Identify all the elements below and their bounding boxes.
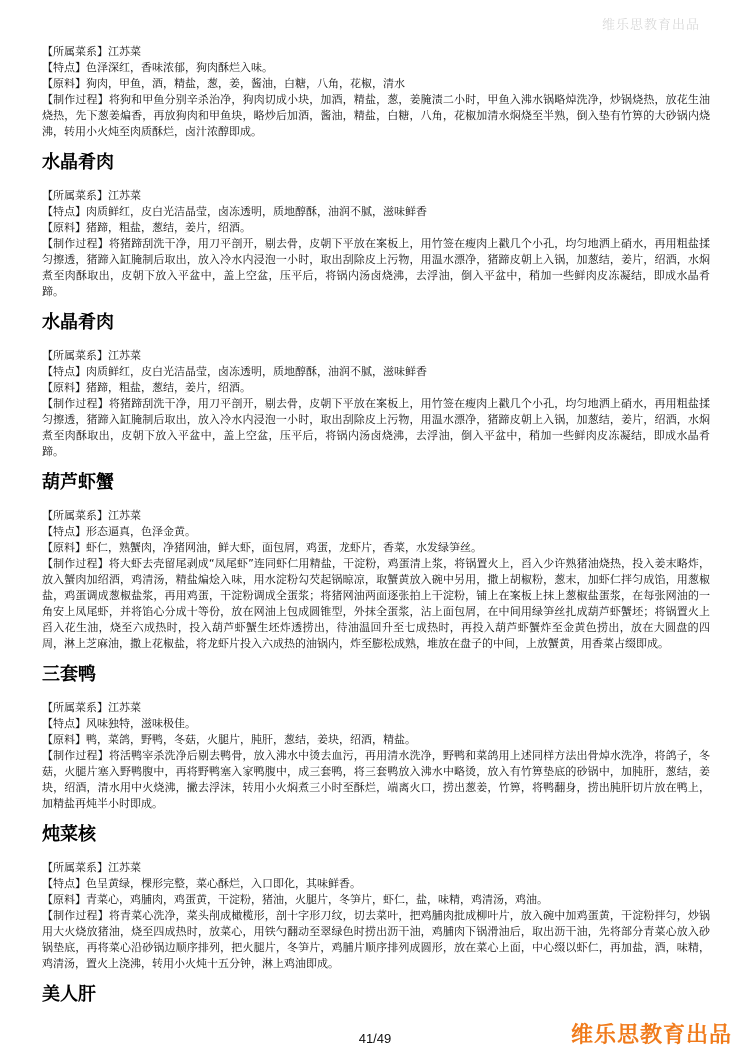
- process-value: 将活鸭宰杀洗净后剔去鸭骨，放入沸水中烫去血污，再用清水洗净，野鸭和菜鸽用上述同样方法出骨焯水洗净，将鸽子，冬菇，火腿片塞入野鸭腹中，再将野鸭塞入家鸭腹中，成三套鸭，将三套鸭放入沸水中略烫，放入有竹箅垫底的砂锅中，加肫肝，葱结，姜块，绍酒，清水用中火烧沸，撇去浮沫，转用小火焖煮三小时至酥烂，端离火口，捞出葱姜，竹箅，将鸭翻身，捞出肫肝切片放在鸭上，加精盐再炖半小时即成。: [42, 749, 711, 810]
- process-value: 将猪蹄刮洗干净，用刀平剖开，剔去骨，皮朝下平放在案板上，用竹签在瘦肉上戳几个小孔，均匀地洒上硝水，再用粗盐揉匀擦透，猪蹄入缸腌制后取出，放入冷水内浸泡一小时，取出刮除皮上污物，用温水漂净，猪蹄皮朝上入锅，加葱结，姜片，绍酒，水焖煮至肉酥取出，皮朝下放入平盆中，盖上空盆，压平后，将锅内汤卤烧沸，去浮油，倒入平盆中，稍加一些鲜肉皮冻凝结，即成水晶肴蹄。: [42, 397, 711, 458]
- process-label: 【制作过程】: [42, 237, 109, 250]
- ingredients-value: 猪蹄，粗盐，葱结，姜片，绍酒。: [86, 381, 251, 394]
- ingredients-label: 【原料】: [42, 77, 86, 90]
- cuisine-label: 【所属菜系】: [42, 45, 108, 58]
- feature-line: [42, 524, 710, 540]
- bottom-watermark: 维乐思教育出品: [570, 1023, 732, 1048]
- ingredients-label: 【原料】: [42, 221, 86, 234]
- recipe-entry-3: [42, 472, 710, 652]
- feature-line: [42, 204, 710, 220]
- ingredients-value: 鸭，菜鸽，野鸭，冬菇，火腿片，肫肝，葱结，姜块，绍酒，精盐。: [86, 733, 416, 746]
- process-label: 【制作过程】: [42, 397, 109, 410]
- process-value: 将青菜心洗净，菜头削成橄榄形，剖十字形刀纹，切去菜叶，把鸡脯肉批成柳叶片，放入碗中加鸡蛋黄，干淀粉拌匀，炒锅用大火烧放猪油，烧至四成热时，放菜心，用铁勺翻动至翠绿色时捞出沥干油，鸡脯肉下锅滑油后，取出沥干油，先将部分青菜心放入砂锅垫底，再将菜心沿砂锅边顺序排列，把火腿片，冬笋片，鸡脯片顺序排列成圆形，放在菜心上面，中心缀以虾仁，再加盐，酒，味精，鸡清汤，置火上浇沸，转用小火炖十五分钟，淋上鸡油即成。: [42, 909, 711, 970]
- recipe-title: 三套鸭: [42, 664, 96, 685]
- ingredients-value: 虾仁，熟蟹肉，净猪网油，鲜大虾，面包屑，鸡蛋，龙虾片，香菜，水发绿笋丝。: [86, 541, 482, 554]
- ingredients-label: 【原料】: [42, 541, 86, 554]
- ingredients-value: 青菜心，鸡脯肉，鸡蛋黄，干淀粉，猪油，火腿片，冬笋片，虾仁，盐，味精，鸡清汤，鸡油。: [86, 893, 548, 906]
- feature-label: 【特点】: [42, 365, 86, 378]
- process-value: 将猪蹄刮洗干净，用刀平剖开，剔去骨，皮朝下平放在案板上，用竹签在瘦肉上戳几个小孔，均匀地洒上硝水，再用粗盐揉匀擦透，猪蹄入缸腌制后取出，放入冷水内浸泡一小时，取出刮除皮上污物，用温水漂净，猪蹄皮朝上入锅，加葱结，姜片，绍酒，水焖煮至肉酥取出，皮朝下放入平盆中，盖上空盆，压平后，将锅内汤卤烧沸，去浮油，倒入平盆中，稍加一些鲜肉皮冻凝结，即成水晶肴蹄。: [42, 237, 711, 298]
- feature-label: 【特点】: [42, 877, 86, 890]
- process-label: 【制作过程】: [42, 909, 109, 922]
- process-value: 将大虾去壳留尾剥成“凤尾虾”连同虾仁用精盐，干淀粉，鸡蛋清上浆，将锅置火上，舀入少许熟猪油烧热，投入姜末略炸，放入蟹肉加绍酒，鸡清汤，精盐煸烩入味，用水淀粉勾芡起锅晾凉，取蟹黄放入碗中另用，撒上胡椒粉，葱末，加虾仁拌匀成馅，用葱椒盐，鸡蛋调成葱椒盐浆，再用鸡蛋，干淀粉调成全蛋浆；将猪网油两面逐张拍上干淀粉，铺上在案板上抹上葱椒盐蛋浆，在每张网油的一角安上凤尾虾，并将馅心分成十等份，放在网油上包成圆锥型，外抹全蛋浆，沾上面包屑，在中间用绿笋丝扎成葫芦虾蟹坯；将锅置火上舀入花生油，烧至六成热时，投入葫芦虾蟹生坯炸透捞出，待油温回升至七成热时，再投入葫芦虾蟹炸至金黄色捞出，放在大圆盘的四周，淋上芝麻油，撒上花椒盐，将龙虾片投入六成热的油锅内，炸至膨松成熟，堆放在盘子的中间，上放蟹黄，用香菜占缀即成。: [42, 557, 710, 650]
- ingredients-line: [42, 732, 710, 748]
- cuisine-value: 江苏菜: [108, 349, 141, 362]
- feature-label: 【特点】: [42, 525, 86, 538]
- process-label: 【制作过程】: [42, 749, 109, 762]
- ingredients-value: 狗肉，甲鱼，酒，精盐，葱，姜，酱油，白糖，八角，花椒，清水: [86, 77, 405, 90]
- cuisine-label: 【所属菜系】: [42, 701, 108, 714]
- recipe-entry-2: [42, 312, 710, 460]
- page-number: 41/49: [358, 1031, 392, 1046]
- cuisine-line: [42, 700, 710, 716]
- feature-value: 色泽深红，香味浓郁，狗肉酥烂入味。: [86, 61, 273, 74]
- ingredients-label: 【原料】: [42, 381, 86, 394]
- feature-value: 色呈黄绿，棵形完整，菜心酥烂，入口即化，其味鲜香。: [86, 877, 361, 890]
- recipe-entry-5: [42, 824, 710, 972]
- feature-line: [42, 876, 710, 892]
- feature-value: 形态逼真，色泽金黄。: [86, 525, 196, 538]
- top-watermark: 维乐思教育出品: [601, 18, 700, 33]
- recipe-title: 炖菜核: [42, 824, 96, 845]
- cuisine-label: 【所属菜系】: [42, 189, 108, 202]
- feature-label: 【特点】: [42, 61, 86, 74]
- cuisine-value: 江苏菜: [108, 45, 141, 58]
- process-line: [42, 92, 710, 140]
- process-line: [42, 908, 710, 972]
- process-label: 【制作过程】: [42, 557, 109, 570]
- ingredients-line: [42, 220, 710, 236]
- feature-value: 肉质鲜红，皮白光洁晶莹，卤冻透明，质地醇酥，油润不腻，滋味鲜香: [86, 365, 427, 378]
- process-value: 将狗和甲鱼分别辛杀治净，狗肉切成小块，加酒，精盐，葱，姜腌渍二小时，甲鱼入沸水锅略焯洗净，炒锅烧热，放花生油烧热，先下葱姜煸香，再放狗肉和甲鱼块，略炒后加酒，酱油，精盐，白糖，八角，花椒加清水焖烧至半熟，倒入垫有竹箅的大砂锅内烧沸，转用小火炖至肉质酥烂，卤汁浓醇即成。: [42, 93, 711, 138]
- process-line: [42, 556, 710, 652]
- recipe-title: 葫芦虾蟹: [42, 472, 114, 493]
- process-label: 【制作过程】: [42, 93, 109, 106]
- cuisine-value: 江苏菜: [108, 189, 141, 202]
- process-line: [42, 396, 710, 460]
- feature-value: 肉质鲜红，皮白光洁晶莹，卤冻透明，质地醇酥，油润不腻，滋味鲜香: [86, 205, 427, 218]
- recipe-entry-1: [42, 152, 710, 300]
- feature-label: 【特点】: [42, 717, 86, 730]
- cuisine-label: 【所属菜系】: [42, 509, 108, 522]
- cuisine-label: 【所属菜系】: [42, 861, 108, 874]
- feature-line: [42, 716, 710, 732]
- feature-line: [42, 364, 710, 380]
- cuisine-line: [42, 348, 710, 364]
- cuisine-line: [42, 508, 710, 524]
- cuisine-value: 江苏菜: [108, 861, 141, 874]
- feature-label: 【特点】: [42, 205, 86, 218]
- recipe-entry-0: [42, 44, 710, 140]
- recipe-title: 美人肝: [42, 984, 96, 1005]
- recipe-entry-4: [42, 664, 710, 812]
- cuisine-value: 江苏菜: [108, 701, 141, 714]
- process-line: [42, 236, 710, 300]
- ingredients-line: [42, 540, 710, 556]
- ingredients-label: 【原料】: [42, 893, 86, 906]
- ingredients-label: 【原料】: [42, 733, 86, 746]
- ingredients-line: [42, 380, 710, 396]
- recipe-title: 水晶肴肉: [42, 312, 114, 333]
- process-line: [42, 748, 710, 812]
- cuisine-line: [42, 188, 710, 204]
- cuisine-line: [42, 860, 710, 876]
- ingredients-value: 猪蹄，粗盐，葱结，姜片，绍酒。: [86, 221, 251, 234]
- recipe-title: 水晶肴肉: [42, 152, 114, 173]
- ingredients-line: [42, 76, 710, 92]
- cuisine-label: 【所属菜系】: [42, 349, 108, 362]
- feature-line: [42, 60, 710, 76]
- ingredients-line: [42, 892, 710, 908]
- document-body: [42, 44, 710, 1020]
- cuisine-line: [42, 44, 710, 60]
- feature-value: 风味独特，滋味极佳。: [86, 717, 196, 730]
- cuisine-value: 江苏菜: [108, 509, 141, 522]
- recipe-entry-6: [42, 984, 710, 1006]
